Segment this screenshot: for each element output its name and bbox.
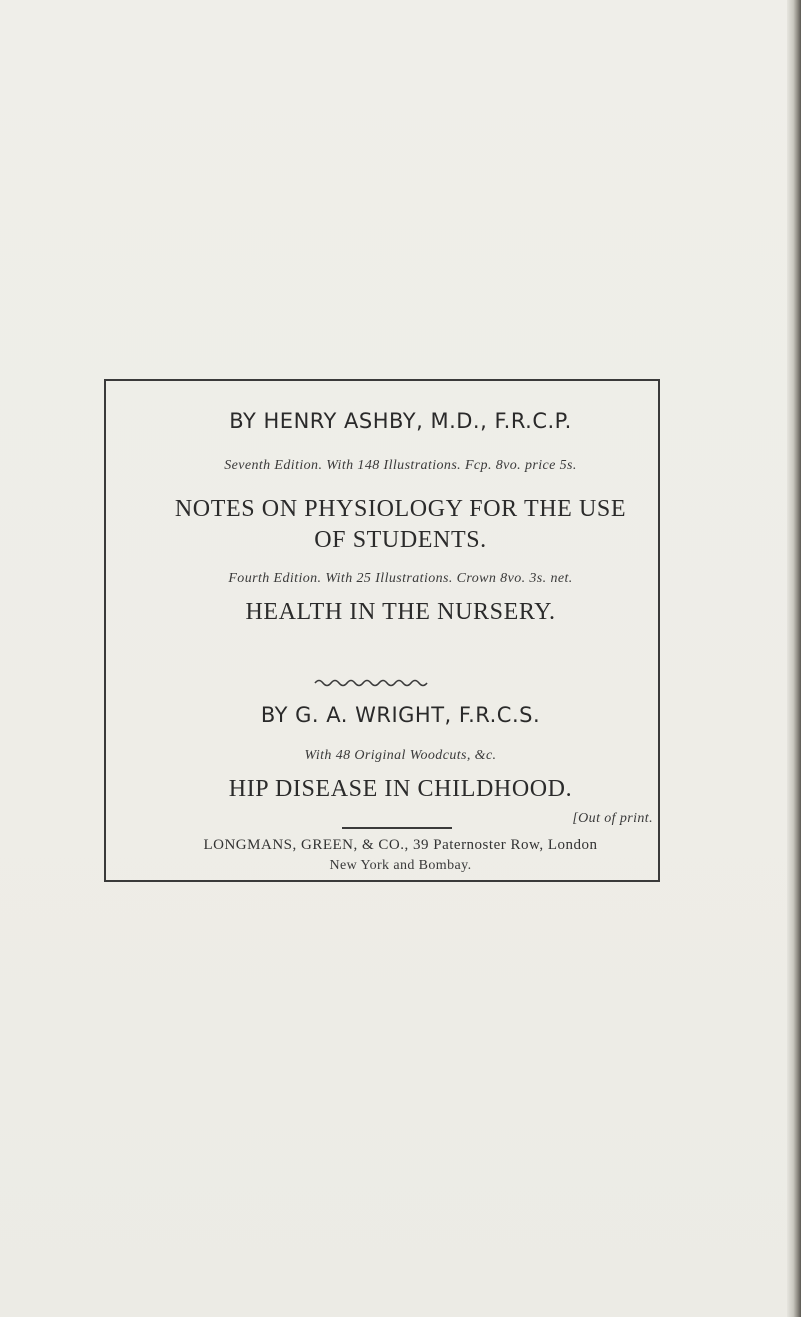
wavy-divider: [313, 676, 433, 690]
publisher-cities: New York and Bombay.: [329, 858, 472, 873]
page-edge-shadow: [787, 0, 801, 1317]
book-title-hip-disease: HIP DISEASE IN CHILDHOOD.: [228, 776, 573, 802]
book-title-physiology-line1: NOTES ON PHYSIOLOGY FOR THE USE: [174, 496, 627, 522]
publisher-line: LONGMANS, GREEN, & CO., 39 Paternoster Row, London: [203, 837, 598, 853]
author-heading-wright: BY G. A. WRIGHT, F.R.C.S.: [260, 703, 541, 727]
edition-line-hip-disease: With 48 Original Woodcuts, &c.: [304, 748, 497, 763]
author-heading-ashby: BY HENRY ASHBY, M.D., F.R.C.P.: [229, 409, 572, 433]
book-title-physiology-line2: OF STUDENTS.: [314, 527, 487, 553]
advertisement-frame: [104, 379, 660, 882]
edition-line-physiology: Seventh Edition. With 148 Illustrations. Fcp. 8vo. price 5s.: [224, 458, 577, 473]
horizontal-rule: [342, 827, 452, 829]
book-title-nursery: HEALTH IN THE NURSERY.: [245, 599, 556, 625]
out-of-print-note: [Out of print.: [572, 811, 653, 826]
edition-line-nursery: Fourth Edition. With 25 Illustrations. Crown 8vo. 3s. net.: [228, 571, 573, 586]
